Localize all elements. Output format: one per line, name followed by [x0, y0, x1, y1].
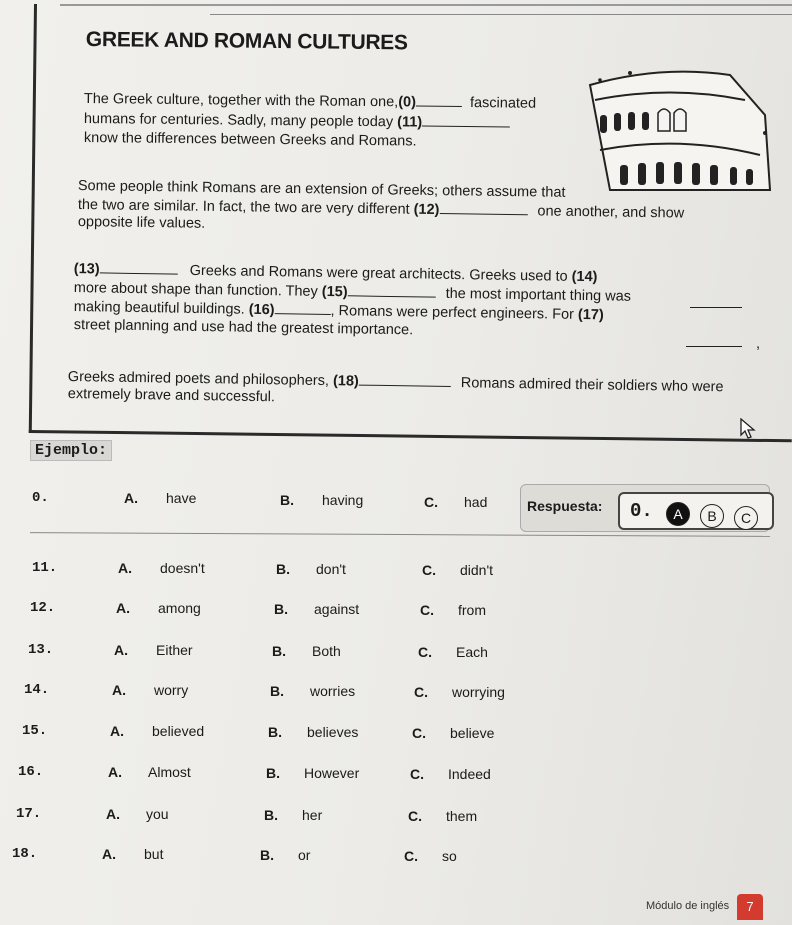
option-text: worrying [452, 684, 505, 700]
text: , Romans were perfect engineers. For [330, 303, 575, 323]
question-row [0, 682, 792, 706]
gap-blank [686, 334, 742, 347]
option-text: among [158, 600, 201, 616]
text: the two are similar. In fact, the two are very different [77, 196, 410, 218]
option-letter: A. [110, 723, 124, 739]
answer-bubble-c[interactable]: C [734, 506, 758, 530]
option-text: believes [307, 724, 359, 740]
gap-blank [100, 260, 178, 274]
option-text: had [464, 494, 488, 510]
text: fascinated [469, 95, 537, 112]
option-text: or [298, 847, 311, 863]
option-text: them [446, 808, 478, 824]
text: know the differences between Greeks and Romans. [83, 130, 417, 150]
gap-number: (14) [571, 268, 598, 286]
option-text: having [322, 492, 364, 508]
colosseum-icon [580, 55, 780, 195]
option-letter: A. [102, 846, 116, 862]
option-text: believe [450, 725, 495, 741]
option-text: but [144, 846, 164, 862]
option-letter: C. [424, 494, 438, 510]
question-row [0, 600, 792, 624]
option-text: her [302, 807, 323, 823]
gap-number: (15) [321, 283, 348, 301]
option-text: have [166, 490, 197, 506]
option-letter: C. [404, 848, 418, 864]
gap-number: (13) [73, 260, 100, 278]
option-letter: B. [264, 807, 278, 823]
option-letter: A. [114, 642, 128, 658]
question-row [0, 560, 792, 584]
option-letter: A. [106, 806, 120, 822]
mouse-cursor-icon [740, 418, 756, 440]
text: Some people think Romans are an extension of Greeks; others assume that [77, 178, 566, 201]
option-text: from [458, 602, 486, 618]
gap-blank [359, 373, 451, 387]
option-text: don't [316, 561, 346, 577]
text: more about shape than function. They [73, 279, 318, 300]
option-text: Almost [148, 764, 191, 780]
gap-number: (17) [577, 306, 604, 324]
option-letter: A. [112, 682, 126, 698]
option-text: Either [156, 642, 193, 658]
option-text: Each [456, 644, 488, 660]
option-letter: B. [274, 601, 288, 617]
question-row [0, 806, 792, 830]
question-number: 12. [30, 600, 56, 616]
option-letter: C. [410, 766, 424, 782]
option-text: against [314, 601, 360, 617]
text: Greeks admired poets and philosophers, [67, 368, 330, 390]
answer-bubble-a[interactable]: A [666, 502, 690, 526]
answer-label: Respuesta: [527, 498, 603, 514]
gap-blank [439, 201, 527, 215]
option-text: Indeed [448, 766, 491, 782]
gap-number: (16) [248, 301, 275, 319]
gap-blank [422, 114, 510, 128]
text: one another, and show [537, 203, 685, 222]
gap-number: (0) [398, 94, 417, 111]
option-letter: C. [412, 725, 426, 741]
question-number: 13. [28, 642, 54, 658]
option-letter: C. [408, 808, 422, 824]
question-row [0, 846, 792, 870]
gap-number: (11) [397, 114, 423, 131]
paragraph-line [78, 214, 206, 232]
option-letter: C. [418, 644, 432, 660]
text: street planning and use had the greatest importance. [73, 317, 414, 339]
option-text: didn't [460, 562, 494, 578]
option-text: so [442, 848, 457, 864]
option-letter: B. [272, 643, 286, 659]
example-label: Ejemplo: [30, 440, 112, 461]
option-text: you [146, 806, 169, 822]
option-letter: C. [414, 684, 428, 700]
question-number: 16. [18, 764, 44, 780]
text: Romans admired their soldiers who were [460, 375, 724, 396]
text: extremely brave and successful. [67, 386, 276, 406]
text: humans for centuries. Sadly, many people today [83, 110, 394, 131]
gap-number: (12) [413, 201, 440, 219]
text: Greeks and Romans were great architects. Greeks used to [189, 262, 568, 285]
option-letter: B. [276, 561, 290, 577]
option-letter: A. [116, 600, 130, 616]
punctuation: , [756, 336, 761, 352]
footer-module: Módulo de inglés [646, 900, 730, 912]
question-number: 0. [32, 490, 49, 506]
page-title: GREEK AND ROMAN CULTURES [85, 28, 408, 55]
gap-blank [348, 283, 436, 297]
option-letter: B. [280, 492, 294, 508]
option-letter: A. [118, 560, 132, 576]
answer-bubble-b[interactable]: B [700, 504, 724, 528]
text: The Greek culture, together with the Roman one, [83, 90, 399, 111]
text: the most important thing was [445, 285, 632, 305]
paragraph-line [68, 386, 275, 405]
gap-blank [690, 295, 742, 308]
question-number: 14. [24, 682, 50, 698]
gap-blank [416, 93, 462, 106]
question-number: 15. [22, 723, 48, 739]
option-text: believed [152, 723, 205, 739]
option-letter: C. [422, 562, 436, 578]
option-letter: A. [108, 764, 122, 780]
option-letter: B. [270, 683, 284, 699]
option-text: However [304, 765, 360, 781]
answer-number: 0. [630, 500, 653, 522]
gap-number: (18) [332, 373, 359, 390]
question-number: 17. [16, 806, 42, 822]
option-text: doesn't [160, 560, 205, 576]
page-number: 7 [737, 894, 763, 920]
question-row [0, 764, 792, 788]
question-number: 18. [12, 846, 38, 862]
option-letter: C. [420, 602, 434, 618]
option-text: worry [154, 682, 189, 698]
text: making beautiful buildings. [73, 298, 245, 318]
text: opposite life values. [77, 214, 206, 232]
option-letter: B. [266, 765, 280, 781]
question-row [0, 723, 792, 747]
option-letter: B. [268, 724, 282, 740]
option-text: Both [312, 643, 341, 659]
option-letter: B. [260, 847, 274, 863]
gap-blank [274, 301, 330, 315]
option-text: worries [310, 683, 356, 699]
option-letter: A. [124, 490, 138, 506]
question-row [0, 642, 792, 666]
question-number: 11. [32, 560, 58, 576]
